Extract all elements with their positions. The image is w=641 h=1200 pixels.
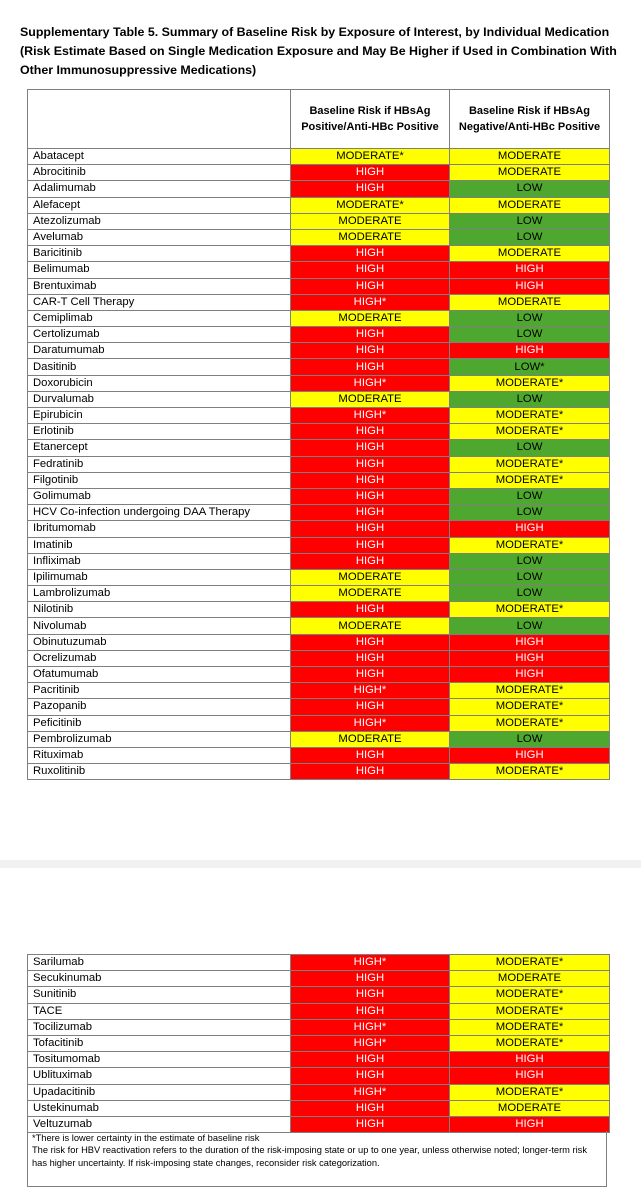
risk-hbsag-positive: HIGH [291,634,450,650]
risk-hbsag-negative: LOW [450,553,610,569]
risk-hbsag-positive: HIGH* [291,1084,450,1100]
risk-hbsag-negative: LOW [450,505,610,521]
risk-hbsag-positive: HIGH* [291,1035,450,1051]
risk-hbsag-negative: LOW [450,310,610,326]
table-row [28,1084,610,1100]
risk-table-part-2 [27,954,610,1133]
table-row [28,391,610,407]
risk-hbsag-negative: MODERATE* [450,764,610,780]
table-row [28,955,610,971]
risk-hbsag-positive: HIGH* [291,294,450,310]
risk-hbsag-positive: MODERATE [291,586,450,602]
risk-hbsag-positive: HIGH [291,1052,450,1068]
medication-name: Ipilimumab [28,569,291,585]
risk-hbsag-negative: MODERATE* [450,1003,610,1019]
risk-hbsag-negative: HIGH [450,278,610,294]
risk-hbsag-negative: MODERATE* [450,602,610,618]
risk-hbsag-positive: HIGH [291,359,450,375]
risk-hbsag-negative: MODERATE* [450,1035,610,1051]
table-row [28,1068,610,1084]
risk-hbsag-negative: MODERATE [450,971,610,987]
medication-name: Baricitinib [28,246,291,262]
risk-hbsag-negative: MODERATE* [450,408,610,424]
medication-name: Peficitinib [28,715,291,731]
risk-hbsag-negative: HIGH [450,521,610,537]
table-row [28,971,610,987]
risk-hbsag-positive: HIGH* [291,408,450,424]
table-row [28,149,610,165]
table-body-part-1 [28,149,610,780]
risk-hbsag-negative: MODERATE* [450,537,610,553]
risk-hbsag-negative: LOW [450,181,610,197]
risk-hbsag-positive: HIGH [291,764,450,780]
medication-name: Ruxolitinib [28,764,291,780]
table-row [28,197,610,213]
medication-name: Nivolumab [28,618,291,634]
table-header-row [28,90,610,149]
medication-name: Pazopanib [28,699,291,715]
table-row [28,310,610,326]
table-row [28,650,610,666]
table-row [28,505,610,521]
medication-name: Tofacitinib [28,1035,291,1051]
medication-name: Daratumumab [28,343,291,359]
risk-hbsag-negative: MODERATE* [450,683,610,699]
table-row [28,246,610,262]
document-page-2 [0,868,641,1200]
medication-name: Ofatumumab [28,667,291,683]
medication-name: Alefacept [28,197,291,213]
table-row [28,375,610,391]
risk-table-part-1 [27,89,610,780]
risk-hbsag-positive: HIGH [291,1100,450,1116]
medication-name: Epirubicin [28,408,291,424]
table-row [28,213,610,229]
risk-hbsag-positive: HIGH* [291,375,450,391]
medication-name: Certolizumab [28,327,291,343]
risk-hbsag-negative: MODERATE* [450,715,610,731]
risk-hbsag-positive: HIGH [291,488,450,504]
medication-name: Tocilizumab [28,1019,291,1035]
risk-hbsag-negative: MODERATE* [450,1084,610,1100]
table-row [28,764,610,780]
risk-hbsag-negative: MODERATE* [450,456,610,472]
risk-hbsag-positive: HIGH [291,246,450,262]
risk-hbsag-negative: MODERATE* [450,699,610,715]
medication-name: Ustekinumab [28,1100,291,1116]
risk-hbsag-positive: MODERATE [291,213,450,229]
medication-name: Pacritinib [28,683,291,699]
medication-name: Sunitinib [28,987,291,1003]
table-row [28,634,610,650]
risk-hbsag-positive: HIGH [291,1003,450,1019]
risk-hbsag-positive: HIGH [291,472,450,488]
medication-name: Dasitinib [28,359,291,375]
risk-hbsag-positive: HIGH* [291,683,450,699]
risk-hbsag-negative: LOW [450,327,610,343]
table-row [28,343,610,359]
medication-name: HCV Co-infection undergoing DAA Therapy [28,505,291,521]
medication-name: Filgotinib [28,472,291,488]
medication-name: Adalimumab [28,181,291,197]
medication-name: Ocrelizumab [28,650,291,666]
risk-hbsag-positive: MODERATE [291,391,450,407]
table-row [28,1100,610,1116]
risk-hbsag-negative: MODERATE* [450,472,610,488]
medication-name: Obinutuzumab [28,634,291,650]
risk-hbsag-positive: HIGH [291,440,450,456]
table-row [28,618,610,634]
risk-hbsag-negative: MODERATE* [450,375,610,391]
table-row [28,327,610,343]
medication-name: Rituximab [28,747,291,763]
risk-hbsag-negative: LOW [450,440,610,456]
risk-hbsag-positive: HIGH [291,747,450,763]
table-row [28,1019,610,1035]
table-row [28,987,610,1003]
risk-hbsag-negative: LOW [450,618,610,634]
risk-hbsag-negative: LOW [450,569,610,585]
risk-hbsag-negative: LOW [450,213,610,229]
header-medication [28,90,291,149]
risk-hbsag-positive: HIGH [291,181,450,197]
medication-name: Brentuximab [28,278,291,294]
risk-hbsag-negative: HIGH [450,634,610,650]
risk-hbsag-negative: LOW [450,488,610,504]
risk-hbsag-positive: HIGH [291,667,450,683]
risk-hbsag-negative: MODERATE [450,197,610,213]
risk-hbsag-positive: MODERATE* [291,197,450,213]
risk-hbsag-negative: HIGH [450,667,610,683]
table-row [28,278,610,294]
medication-name: Doxorubicin [28,375,291,391]
risk-hbsag-positive: HIGH [291,602,450,618]
table-row [28,537,610,553]
table-row [28,715,610,731]
table-body-part-2 [28,955,610,1133]
risk-hbsag-positive: HIGH [291,165,450,181]
risk-hbsag-positive: HIGH [291,505,450,521]
medication-name: CAR-T Cell Therapy [28,294,291,310]
risk-hbsag-negative: MODERATE [450,165,610,181]
table-row [28,229,610,245]
table-row [28,586,610,602]
medication-name: Abatacept [28,149,291,165]
table-row [28,602,610,618]
table-row [28,488,610,504]
footnote-uncertainty: *There is lower certainty in the estimate of baseline risk [32,1133,260,1143]
table-row [28,1035,610,1051]
risk-hbsag-positive: MODERATE [291,731,450,747]
risk-hbsag-positive: HIGH [291,521,450,537]
risk-hbsag-positive: HIGH [291,424,450,440]
risk-hbsag-positive: HIGH [291,262,450,278]
medication-name: Atezolizumab [28,213,291,229]
risk-hbsag-negative: HIGH [450,747,610,763]
table-row [28,667,610,683]
medication-name: Ublituximab [28,1068,291,1084]
risk-hbsag-positive: HIGH [291,987,450,1003]
table-row [28,699,610,715]
table-row [28,456,610,472]
risk-hbsag-positive: HIGH [291,553,450,569]
medication-name: Ibritumomab [28,521,291,537]
table-row [28,424,610,440]
risk-hbsag-positive: HIGH [291,699,450,715]
risk-hbsag-negative: MODERATE [450,294,610,310]
medication-name: Avelumab [28,229,291,245]
table-title: Supplementary Table 5. Summary of Baseline Risk by Exposure of Interest, by Individual Medication (Risk Estimate Based on Single Medication Exposure and May Be Higher if Used in Combination With Other Immunosuppressive Medications) [20,25,617,77]
table-row [28,472,610,488]
risk-hbsag-negative: LOW [450,731,610,747]
table-row [28,731,610,747]
risk-hbsag-positive: HIGH [291,650,450,666]
risk-hbsag-positive: HIGH [291,456,450,472]
medication-name: Abrocitinib [28,165,291,181]
risk-hbsag-negative: MODERATE [450,149,610,165]
medication-name: TACE [28,1003,291,1019]
medication-name: Erlotinib [28,424,291,440]
risk-hbsag-positive: MODERATE [291,229,450,245]
medication-name: Golimumab [28,488,291,504]
risk-hbsag-negative: MODERATE* [450,987,610,1003]
table-row [28,294,610,310]
table-row [28,165,610,181]
medication-name: Nilotinib [28,602,291,618]
medication-name: Etanercept [28,440,291,456]
risk-hbsag-negative: MODERATE [450,246,610,262]
risk-hbsag-positive: HIGH [291,1116,450,1132]
medication-name: Lambrolizumab [28,586,291,602]
medication-name: Sarilumab [28,955,291,971]
table-row [28,747,610,763]
risk-hbsag-negative: MODERATE* [450,955,610,971]
header-hbsag-negative: Baseline Risk if HBsAg Negative/Anti-HBc Positive [450,90,610,149]
medication-name: Durvalumab [28,391,291,407]
risk-hbsag-positive: HIGH [291,537,450,553]
medication-name: Tositumomab [28,1052,291,1068]
risk-hbsag-positive: MODERATE [291,310,450,326]
table-row [28,1052,610,1068]
table-row [28,359,610,375]
header-hbsag-positive: Baseline Risk if HBsAg Positive/Anti-HBc Positive [291,90,450,149]
risk-hbsag-negative: LOW [450,391,610,407]
risk-hbsag-positive: HIGH [291,343,450,359]
risk-hbsag-positive: MODERATE* [291,149,450,165]
medication-name: Infliximab [28,553,291,569]
risk-hbsag-negative: LOW* [450,359,610,375]
risk-hbsag-negative: HIGH [450,1052,610,1068]
medication-name: Secukinumab [28,971,291,987]
footnotes [27,1131,607,1187]
risk-hbsag-positive: MODERATE [291,569,450,585]
risk-hbsag-positive: MODERATE [291,618,450,634]
risk-hbsag-negative: MODERATE* [450,424,610,440]
risk-hbsag-positive: HIGH [291,327,450,343]
risk-hbsag-positive: HIGH* [291,715,450,731]
risk-hbsag-negative: HIGH [450,343,610,359]
medication-name: Cemiplimab [28,310,291,326]
risk-hbsag-negative: HIGH [450,262,610,278]
risk-hbsag-positive: HIGH* [291,955,450,971]
table-row [28,553,610,569]
table-row [28,181,610,197]
risk-hbsag-positive: HIGH* [291,1019,450,1035]
medication-name: Upadacitinib [28,1084,291,1100]
medication-name: Belimumab [28,262,291,278]
page-separator [0,860,641,868]
table-row [28,408,610,424]
table-row [28,440,610,456]
medication-name: Pembrolizumab [28,731,291,747]
risk-hbsag-negative: HIGH [450,650,610,666]
footnote-risk-duration: The risk for HBV reactivation refers to the duration of the risk-imposing state or up to one year, unless otherwise noted; longer-term risk has higher uncertainty. If risk-imposing state changes, reconsider risk categorization. [32,1145,587,1168]
medication-name: Imatinib [28,537,291,553]
table-row [28,569,610,585]
risk-hbsag-positive: HIGH [291,1068,450,1084]
table-row [28,262,610,278]
risk-hbsag-negative: HIGH [450,1116,610,1132]
risk-hbsag-negative: LOW [450,586,610,602]
medication-name: Veltuzumab [28,1116,291,1132]
medication-name: Fedratinib [28,456,291,472]
risk-hbsag-positive: HIGH [291,278,450,294]
risk-hbsag-negative: LOW [450,229,610,245]
table-row [28,1003,610,1019]
table-row [28,521,610,537]
table-row [28,683,610,699]
risk-hbsag-negative: MODERATE* [450,1019,610,1035]
risk-hbsag-negative: MODERATE [450,1100,610,1116]
risk-hbsag-positive: HIGH [291,971,450,987]
risk-hbsag-negative: HIGH [450,1068,610,1084]
